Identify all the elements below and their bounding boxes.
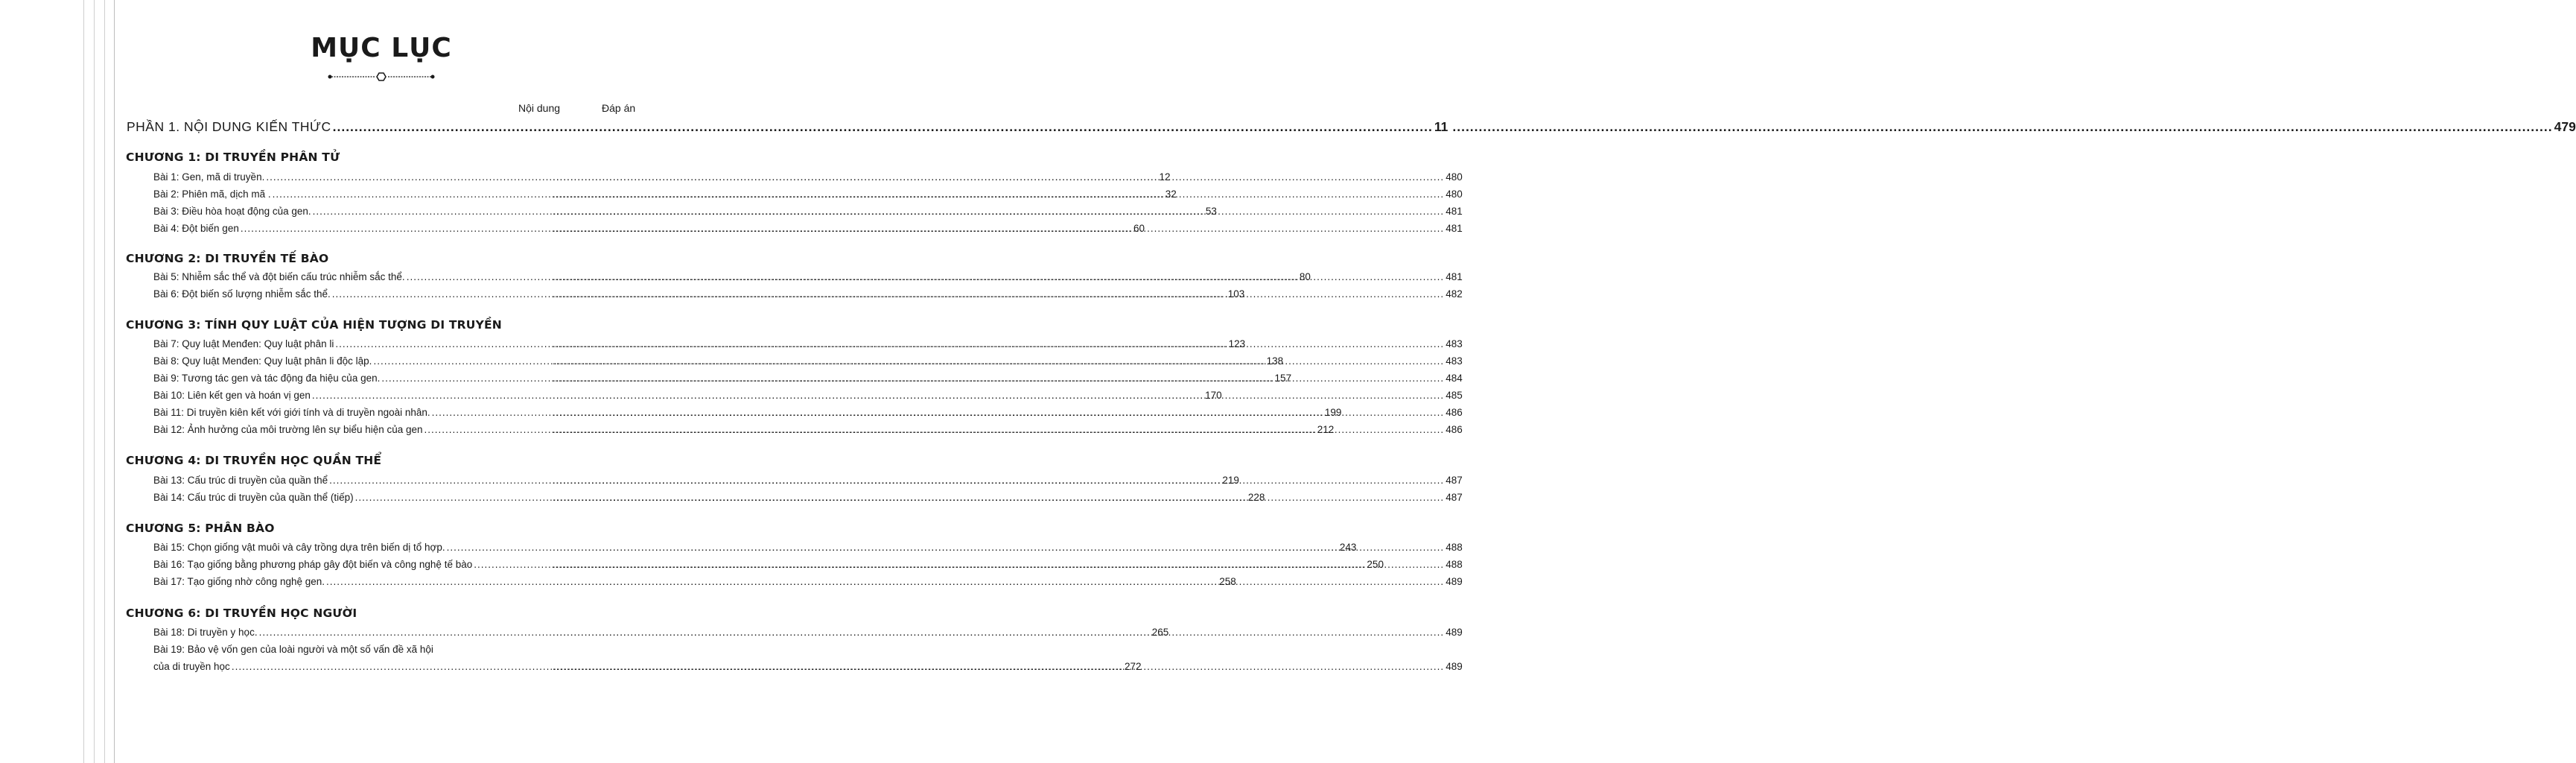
lesson-answer-page: 487 [1446, 492, 1463, 503]
lesson-answer-page: 481 [1446, 206, 1463, 217]
chapter-heading: CHƯƠNG 1: DI TRUYỀN PHÂN TỬ [126, 151, 340, 164]
lesson-content-page: .103 [1224, 288, 1245, 300]
lesson-content-page: 138 [1266, 355, 1284, 367]
part-label: PHẦN 1. NỘI DUNG KIẾN THỨC [127, 119, 331, 134]
leader-dots [553, 390, 1444, 401]
lesson-label: Bài 17: Tạo giống nhờ công nghệ gen. [153, 576, 325, 587]
leader-dots [553, 271, 1444, 282]
lesson-label: Bài 14: Cấu trúc di truyền của quần thể (tiếp) [153, 492, 354, 503]
lesson-entry[interactable] [153, 206, 1463, 217]
lesson-content-page: 80 [1299, 271, 1311, 282]
lesson-entry[interactable] [153, 475, 1463, 486]
lesson-answer-page: 480 [1446, 171, 1463, 183]
lesson-answer-page: 483 [1446, 338, 1463, 349]
lesson-answer-page: 486 [1446, 407, 1463, 418]
lesson-answer-page: 489 [1446, 661, 1463, 672]
leader-dots [553, 542, 1444, 553]
lesson-answer-page: 486 [1446, 424, 1463, 435]
lesson-label: Bài 9: Tương tác gen và tác động đa hiệu của gen. [153, 373, 381, 384]
lesson-label: Bài 18: Di truyền y học. [153, 627, 258, 638]
leader-dots [553, 559, 1444, 570]
lesson-entry[interactable] [153, 189, 1463, 200]
leader-dots [553, 189, 1444, 200]
lesson-entry[interactable] [153, 288, 1463, 300]
lesson-entry[interactable] [153, 271, 1463, 282]
lesson-content-page: 258 [1219, 576, 1236, 587]
lesson-label: Bài 8: Quy luật Menđen: Quy luật phân li độc lập. [153, 355, 372, 367]
chapter-heading: CHƯƠNG 5: PHÂN BÀO [126, 522, 275, 535]
lesson-entry[interactable] [153, 424, 1463, 435]
lesson-content-page: 157 [1274, 373, 1292, 384]
lesson-answer-page: 484 [1446, 373, 1463, 384]
chapter-heading: CHƯƠNG 6: DI TRUYỀN HỌC NGƯỜI [126, 607, 357, 620]
leader-dots [553, 407, 1444, 418]
lesson-content-page: 250 [1367, 559, 1384, 570]
leader-dots [553, 475, 1444, 486]
lesson-entry[interactable] [153, 407, 1463, 418]
leader-dots [553, 223, 1444, 234]
leader-dots [553, 424, 1444, 435]
lesson-entry[interactable] [153, 492, 1463, 503]
lesson-label: Bài 16: Tạo giống bằng phương pháp gây đột biến và công nghệ tế bào [153, 559, 473, 570]
lesson-entry[interactable] [153, 338, 1463, 349]
leader-dots [1452, 119, 2552, 135]
lesson-answer-page: 488 [1446, 542, 1463, 553]
lesson-label: Bài 2: Phiên mã, dịch mã . [153, 189, 271, 200]
lesson-label: Bài 11: Di truyền kiên kết với giới tính và di truyền ngoài nhân. [153, 407, 430, 418]
leader-dots [553, 492, 1444, 503]
leader-dots [333, 119, 1433, 135]
lesson-content-page: 228 [1247, 492, 1265, 503]
leader-dots [553, 576, 1444, 587]
page-title: MỤC LỤC [311, 33, 452, 63]
lesson-label: Bài 7: Quy luật Menđen: Quy luật phân li [153, 338, 334, 349]
leader-dots [553, 373, 1444, 384]
leader-dots [553, 171, 1444, 183]
column-header-content: Nội dung [518, 102, 561, 114]
lesson-content-page: 53 [1205, 206, 1217, 217]
leader-dots [553, 355, 1444, 367]
lesson-content-page: 60 [1133, 223, 1145, 234]
lesson-content-page: 243 [1339, 542, 1357, 553]
lesson-label[interactable]: Bài 19: Bảo vệ vốn gen của loài người và một số vấn đề xã hội [153, 644, 433, 655]
lesson-entry[interactable] [153, 223, 1463, 234]
chapter-heading: CHƯƠNG 4: DI TRUYỀN HỌC QUẦN THỂ [126, 454, 382, 467]
lesson-label: Bài 4: Đột biến gen [153, 223, 239, 234]
lesson-label: Bài 3: Điều hòa hoạt động của gen. [153, 206, 311, 217]
lesson-answer-page: 480 [1446, 189, 1463, 200]
lesson-entry[interactable] [153, 661, 1463, 672]
lesson-answer-page: 488 [1446, 559, 1463, 570]
lesson-answer-page: 482 [1446, 288, 1463, 300]
lesson-entry[interactable] [153, 627, 1463, 638]
lesson-entry[interactable] [153, 390, 1463, 401]
lesson-label: Bài 15: Chọn giống vật muôi và cây trồng dựa trên biến dị tổ hợp. [153, 542, 445, 553]
lesson-content-page: 265 [1151, 627, 1169, 638]
lesson-content-page: 272 [1125, 661, 1142, 672]
lesson-entry[interactable] [153, 576, 1463, 587]
leader-dots [553, 206, 1444, 217]
lesson-content-page: 219 [1222, 475, 1239, 486]
lesson-entry[interactable] [153, 171, 1463, 183]
lesson-content-page: 12 [1159, 171, 1171, 183]
lesson-content-page: 170 [1205, 390, 1222, 401]
lesson-entry[interactable] [153, 355, 1463, 367]
lesson-content-page: 123 [1228, 338, 1246, 349]
lesson-answer-page: 489 [1446, 627, 1463, 638]
lesson-label: Bài 10: Liên kết gen và hoán vị gen [153, 390, 311, 401]
lesson-entry[interactable] [153, 559, 1463, 570]
part-entry[interactable] [127, 119, 2576, 135]
lesson-entry[interactable] [153, 373, 1463, 384]
lesson-answer-page: 483 [1446, 355, 1463, 367]
chapter-heading: CHƯƠNG 2: DI TRUYỀN TẾ BÀO [126, 252, 329, 265]
part-answer-page: 479 [2554, 119, 2576, 134]
lesson-label: Bài 5: Nhiễm sắc thể và đột biến cấu trúc nhiễm sắc thể. [153, 271, 405, 282]
lesson-content-page: 199 [1324, 407, 1342, 418]
lesson-answer-page: 481 [1446, 271, 1463, 282]
leader-dots [553, 288, 1444, 300]
lesson-label-continued: của di truyền học [153, 661, 230, 672]
part-content-page: 11 [1434, 119, 1448, 134]
chapter-heading: CHƯƠNG 3: TÍNH QUY LUẬT CỦA HIỆN TƯỢNG DI TRUYỀN [126, 318, 502, 332]
lesson-answer-page: 487 [1446, 475, 1463, 486]
lesson-answer-page: 489 [1446, 576, 1463, 587]
lesson-content-page: 32 [1165, 189, 1177, 200]
lesson-label: Bài 6: Đột biến số lượng nhiễm sắc thể. [153, 288, 331, 300]
column-header-answer: Đáp án [602, 102, 636, 114]
leader-dots [553, 338, 1444, 349]
lesson-label: Bài 13: Cấu trúc di truyền của quần thể [153, 475, 328, 486]
lesson-answer-page: 485 [1446, 390, 1463, 401]
lesson-label: Bài 12: Ảnh hưởng của môi trường lên sự biểu hiện của gen [153, 424, 423, 435]
lesson-entry[interactable] [153, 542, 1463, 553]
lesson-answer-page: 481 [1446, 223, 1463, 234]
leader-dots [553, 661, 1444, 672]
lesson-label: Bài 1: Gen, mã di truyền. [153, 171, 265, 183]
title-ornament [328, 72, 435, 82]
lesson-content-page: 212 [1317, 424, 1335, 435]
leader-dots [553, 627, 1444, 638]
